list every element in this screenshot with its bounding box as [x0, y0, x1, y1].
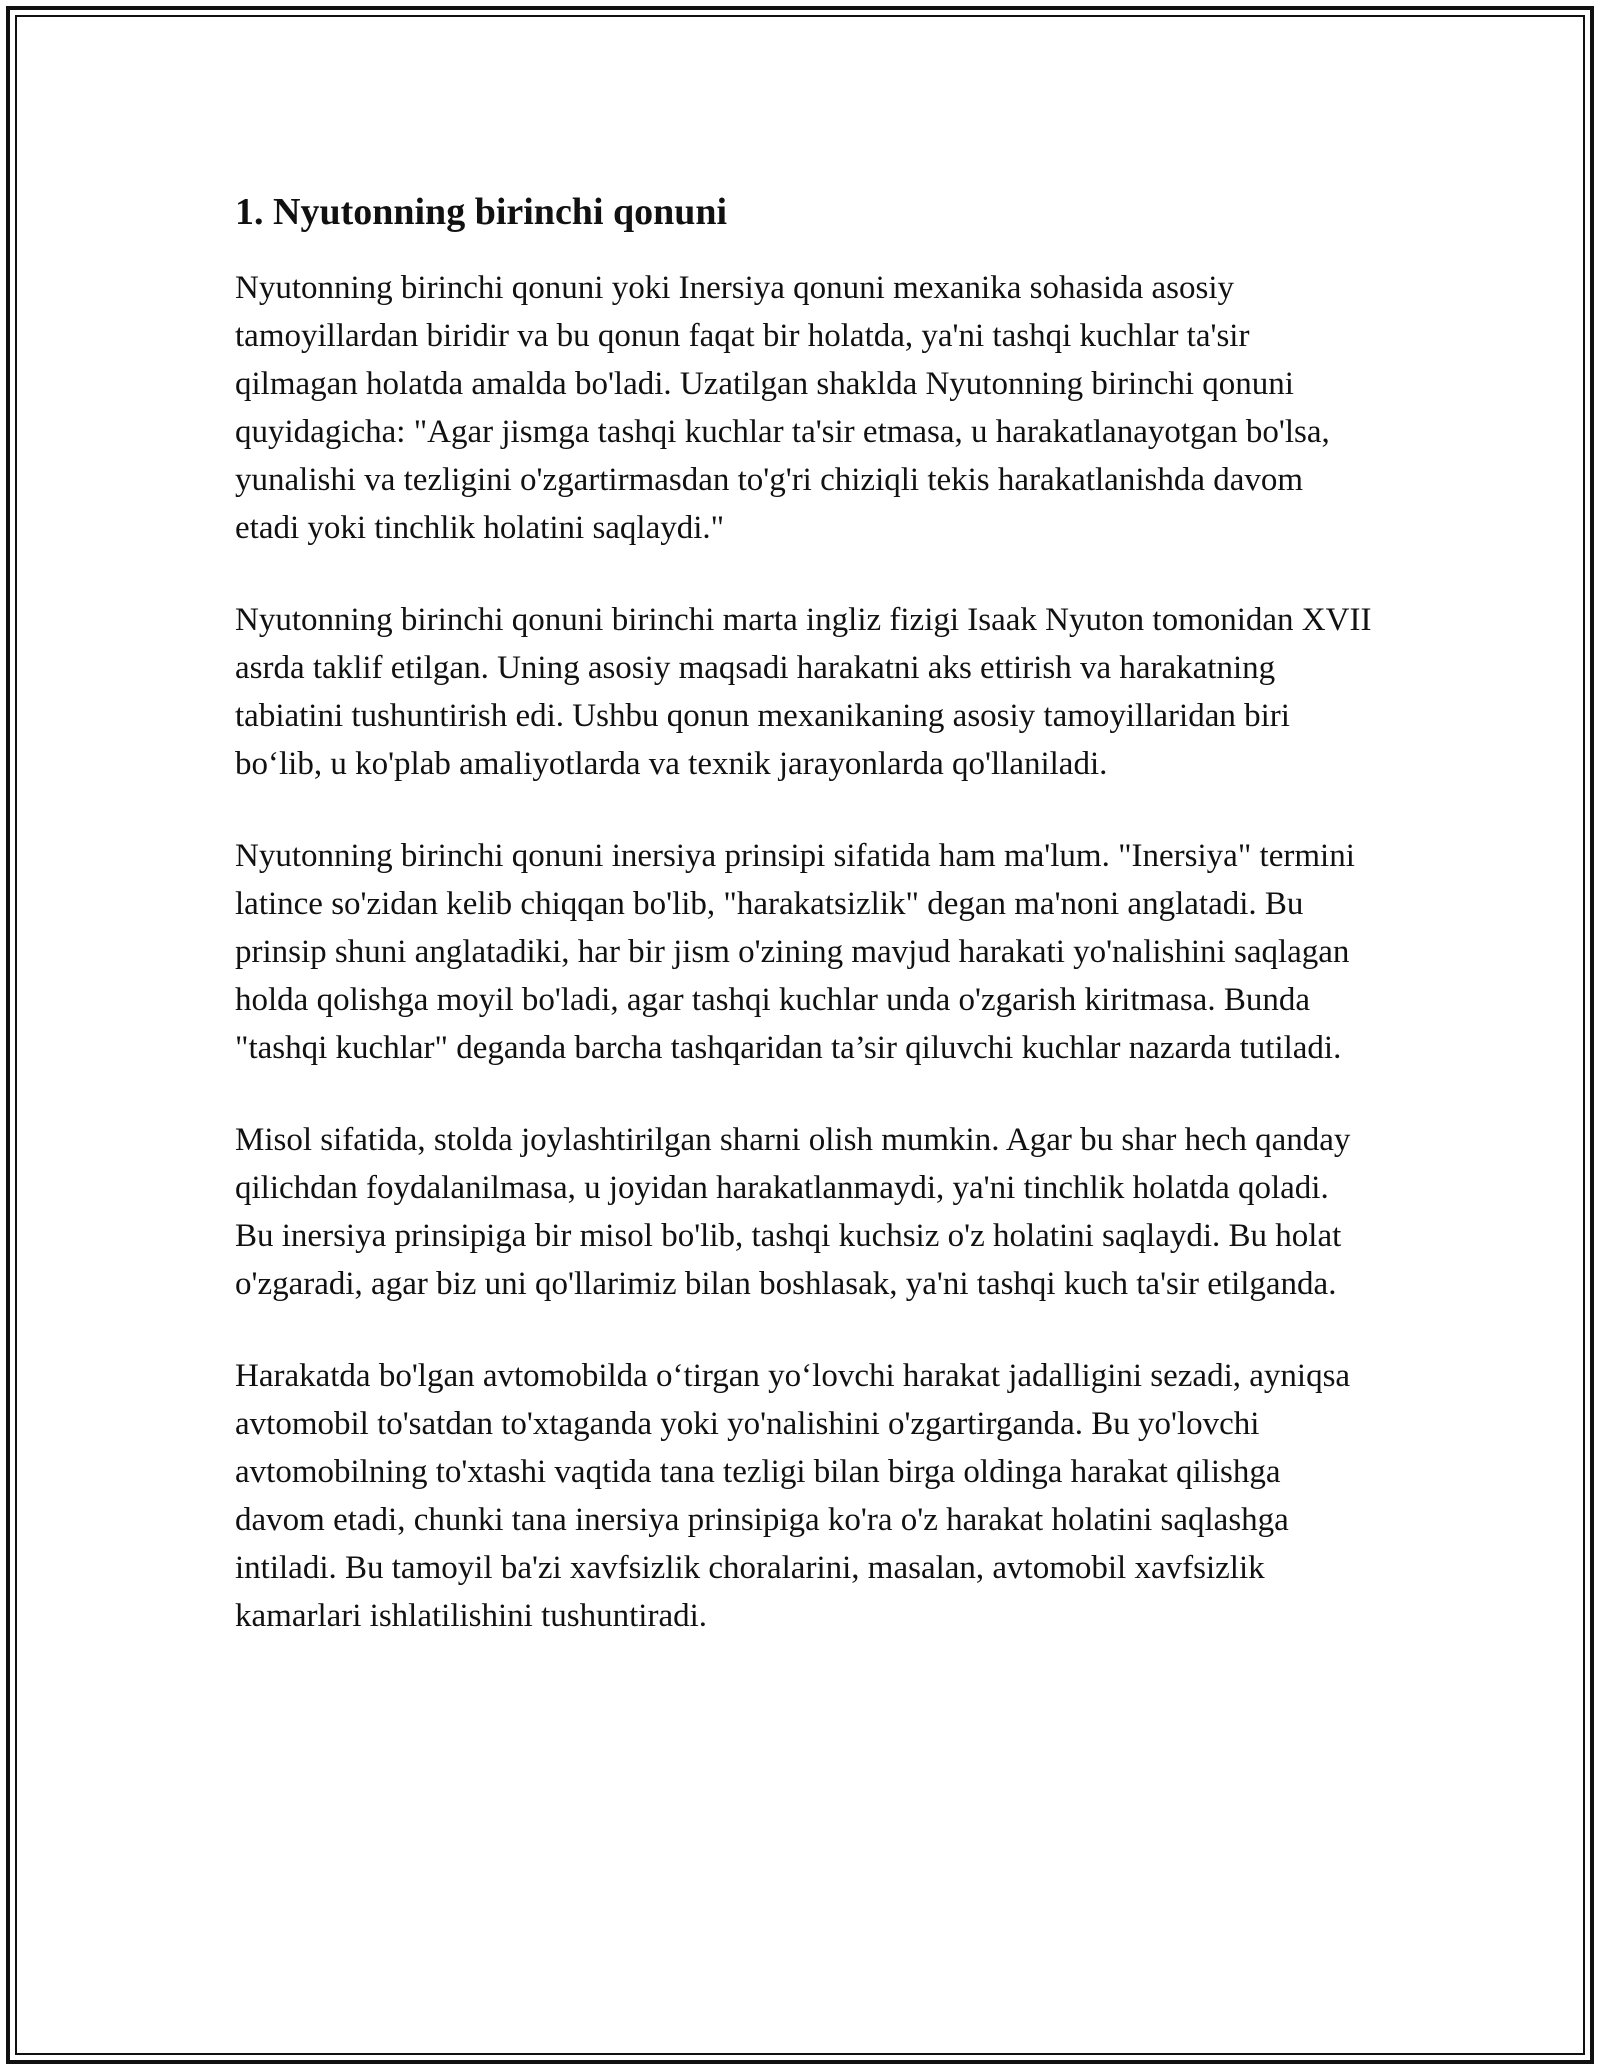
- paragraph-3: Nyutonning birinchi qonuni inersiya prinsipi sifatida ham ma'lum. "Inersiya" termini latince so'zidan kelib chiqqan bo'lib, "harakatsizlik" degan ma'noni anglatadi. Bu prinsip shuni anglatadiki, har bir jism o'zining mavjud harakati yo'nalishini saqlagan holda qolishga moyil bo'ladi, agar tashqi kuchlar unda o'zgarish kiritmasa. Bunda "tashqi kuchlar" deganda barcha tashqaridan ta’sir qiluvchi kuchlar nazarda tutiladi.: [235, 838, 1355, 1066]
- paragraph-1: Nyutonning birinchi qonuni yoki Inersiya qonuni mexanika sohasida asosiy tamoyillardan biridir va bu qonun faqat bir holatda, ya'ni tashqi kuchlar ta'sir qilmagan holatda amalda bo'ladi. Uzatilgan shakldа Nyutonning birinchi qonuni quyidagicha: "Agar jismga tashqi kuchlar ta'sir etmasa, u harakatlanayotgan bo'lsa, yunalishi va tezligini o'zgartirmasdan to'g'ri chiziqli tekis harakatlanishda davom etadi yoki tinchlik holatini saqlaydi.": [235, 270, 1330, 546]
- paragraph-4: Misol sifatida, stolda joylashtirilgan sharni olish mumkin. Agar bu shar hech qanday qilichdan foydalanilmasa, u joyidan harakatlanmaydi, ya'ni tinchlik holatda qoladi. Bu inersiya prinsipiga bir misol bo'lib, tashqi kuchsiz o'z holatini saqlaydi. Bu holat o'zgaradi, agar biz uni qo'llarimiz bilan boshlasak, ya'ni tashqi kuch ta'sir etilganda.: [235, 1122, 1351, 1302]
- section-heading: 1. Nyutonning birinchi qonuni: [235, 191, 728, 233]
- paragraph-5: Harakatda bo'lgan avtomobilda o‘tirgan yo‘lovchi harakat jadalligini sezadi, ayniqsa avtomobil to'satdan to'xtaganda yoki yo'nalishini o'zgartirganda. Bu yo'lovchi avtomobilning to'xtashi vaqtida tana tezligi bilan birga oldinga harakat qilishga davom etadi, chunki tana inersiya prinsipiga ko'ra o'z harakat holatini saqlashga intiladi. Bu tamoyil ba'zi xavfsizlik choralarini, masalan, avtomobil xavfsizlik kamarlari ishlatilishini tushuntiradi.: [235, 1358, 1351, 1634]
- document-body: [235, 186, 1375, 1684]
- paragraph-2: Nyutonning birinchi qonuni birinchi marta ingliz fizigi Isaak Nyuton tomonidan XVII asrda taklif etilgan. Uning asosiy maqsadi harakatni aks ettirish va harakatning tabiatini tushuntirish edi. Ushbu qonun mexanikaning asosiy tamoyillaridan biri bo‘lib, u ko'plab amaliyotlarda va texnik jarayonlarda qo'llaniladi.: [235, 602, 1372, 782]
